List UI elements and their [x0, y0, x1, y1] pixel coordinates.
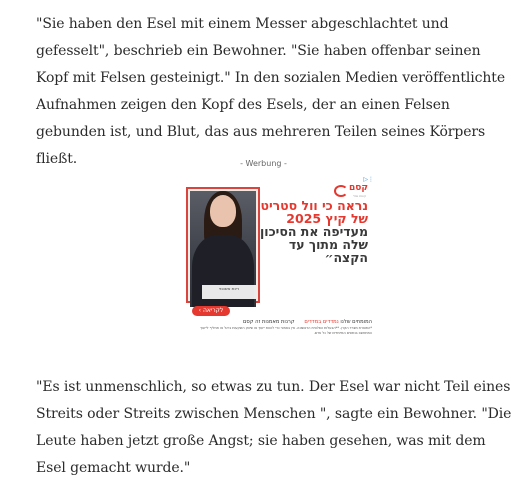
ad-headline [258, 199, 368, 264]
advertisement-banner[interactable] [180, 175, 376, 343]
ad-headline-red: נראה כי וול סטריט של קיץ 2025 [260, 198, 368, 226]
ad-label: - Werbung - [240, 159, 287, 168]
adchoices-icon[interactable]: ▷⋮ [363, 176, 374, 183]
ad-footer-primary [186, 319, 372, 326]
ad-headline-dark: מעדיפה את הסיכון שלה מתוך עד הקצה״ [260, 224, 368, 265]
footer-measured: נמדדים במדדים [304, 319, 339, 325]
brand-subtitle: קופת גמל [353, 194, 366, 198]
person-caption: רינת אשכנזי [202, 285, 256, 299]
ad-disclaimer: *התוצרת מצרד הקרן. **הבעלות הפלונית הראשונה. אין באמור כדי להוות ייעוץ או שיווק השקעות ביהל או תחליף לייעוץ המתחשב בנתונים המיוחדים של כל אדם. [200, 326, 372, 335]
ribbon-icon [334, 185, 348, 197]
brand-name: קסם [348, 183, 368, 193]
article-paragraph: "Es ist unmenschlich, so etwas zu tun. Der Esel war nicht Teil eines Streits oder Streits zwischen Menschen ", sagte ein Bewohner. "Die Leute haben jetzt große Angst; sie haben gesehen, was mit dem Esel gemacht wurde." [36, 379, 512, 476]
brand-logo [336, 177, 370, 197]
read-more-button[interactable]: לקריאה › [192, 306, 230, 316]
footer-brand-claim: קרנות מאמנות זה קסם [242, 319, 295, 325]
article-paragraph: "Sie haben den Esel mit einem Messer abgeschlachtet und gefesselt", beschrieb ein Bewohner. "Sie haben offenbar seinen Kopf mit Felsen gesteinigt." In den sozialen Medien veröffentlichte Aufnahmen zeigen den Kopf des Esels, der an einen Felsen gebunden ist, und Blut, das aus mehreren Teilen seines Körpers fließt. [36, 16, 506, 167]
footer-experts: המומחים שלנו [340, 319, 372, 325]
